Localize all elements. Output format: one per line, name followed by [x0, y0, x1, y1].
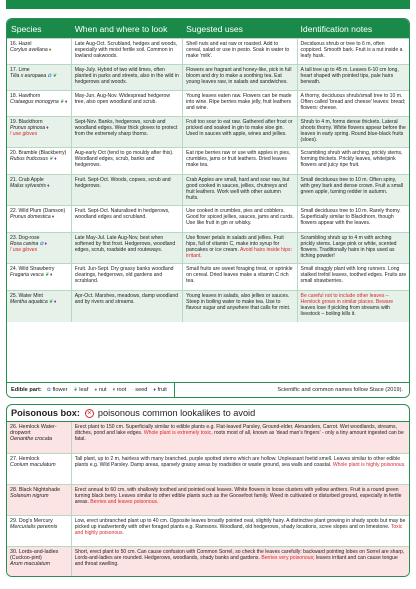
species-latin: Rosa canina✿♦: [10, 240, 48, 247]
species-latin: Rubus fruticosus❦♦: [10, 155, 57, 162]
poison-species-name: 28. Black Nightshade: [10, 486, 61, 493]
legend-divider: [174, 383, 175, 398]
species-cell: [7, 65, 71, 90]
table-row: [7, 263, 409, 290]
poison-description-cell: Erect plant to 150 cm. Superficially similar to edible plants e.g. Flat-leaved Parsley, Ground-elder, Alexanders, Carrot. Wet woodlands, streams, ditches, pond and lake edges. Whole plant is extremely toxic, roots most of all, known as 'dead man's fingers' - only a tiny amount ingested can be fatal.: [71, 422, 409, 453]
species-cell: [7, 39, 71, 64]
uses-cell: Use cooked in crumbles, pies and cobblers. Good for spiced jellies, sauces, jams and curds. Use like fruit in gin or whisky.: [182, 206, 296, 232]
poison-species-latin: Conium maculatum: [10, 461, 56, 468]
header-identification: Identification notes: [300, 23, 373, 34]
species-latin: Malus sylvestris♦: [10, 182, 50, 189]
uses-cell: Eat ripe berries raw or use with apples in pies, crumbles, jams or fruit leathers. Dried leaves make tea.: [182, 148, 296, 174]
seed-icon: ∙: [132, 387, 134, 393]
when-where-cell: Fruit. Sept-Oct. Naturalised in hedgerows, woodland edges and scrubland.: [71, 206, 182, 232]
poison-species-cell: [7, 516, 71, 546]
table-row: [7, 232, 409, 263]
poisonous-list: [7, 422, 409, 577]
table-row: [7, 147, 409, 174]
species-name: 19. Blackthorn: [10, 118, 43, 125]
fruit-icon: ♦: [46, 124, 49, 131]
poison-row: [7, 453, 409, 484]
uses-cell: Young leaves eaten raw. Flowers can be made into wine. Ripe berries make jelly, fruit leathers and wine.: [182, 91, 296, 116]
species-cell: [7, 175, 71, 205]
table-row: [7, 64, 409, 90]
uses-cell: Flowers are fragrant and honey-like, pick in full bloom and dry to make a soothing tea. Eat young leaves raw, in salads and sandwiches.: [182, 65, 296, 90]
when-where-cell: Fruit. Sept-Oct. Woods, copses, scrub and hedgerows.: [71, 175, 182, 205]
fruit-icon: ♦: [64, 98, 68, 105]
poison-species-name: 29. Dog's Mercury: [10, 517, 53, 524]
species-latin: Prunus domestica♦: [10, 213, 55, 220]
legend-title: Edible part:: [11, 387, 42, 393]
legend-scientific-note: Scientific and common names follow Stace (2019).: [277, 387, 403, 393]
poison-warning: Toxic and highly poisonous.: [74, 523, 403, 536]
edible-plants-table: [6, 18, 410, 398]
species-name: 21. Crab Apple: [10, 176, 44, 183]
top-accent-bar: [6, 0, 410, 9]
root-icon: ▾: [112, 387, 116, 393]
species-cell: [7, 206, 71, 232]
poison-species-latin: Mercurialis perennis: [10, 523, 58, 530]
table-body: [7, 38, 409, 322]
legend-item-root: ▾ root: [112, 387, 127, 393]
table-row: [7, 38, 409, 64]
table-row: [7, 174, 409, 205]
table-header: [7, 19, 409, 38]
species-name: 22. Wild Plum (Damson): [10, 207, 66, 214]
fruit-icon: ♦: [53, 298, 57, 305]
table-row: [7, 90, 409, 116]
table-row: [7, 116, 409, 147]
flower-icon: ✿: [39, 240, 44, 247]
when-where-cell: Late May-Jul. Late Aug-Nov, best when softened by first frost. Hedgerows, woodland edges, scrub, roadside and routeways.: [71, 233, 182, 263]
identification-cell: Be careful not to include other leaves – Hemlock grows in similar places. Beware leaves lose if pickling from streams with livestock – boiling kills it.: [297, 291, 409, 322]
uses-cell: Fruit too sour to eat raw. Gathered after frost or pricked and soaked in gin to make sloe gin. Used in sauces with apple, wines and jellies.: [182, 117, 296, 147]
species-name: 25. Water Mint: [10, 292, 43, 299]
species-name: 18. Hawthorn: [10, 92, 41, 99]
id-warning: Be careful not to include other leaves – Hemlock grows in similar places.: [300, 292, 389, 305]
when-where-cell: Apr-Oct. Marshes, meadows, damp woodland and by rivers and streams.: [71, 291, 182, 322]
identification-cell: Deciduous shrub or tree to 6 m, often coppiced. Smooth bark. Fruit is a nut inside a leafy husk.: [297, 39, 409, 64]
uses-cell: Crab Apples are small, hard and sour raw, but good cooked in sauces, jellies, chutneys and fruit leathers. Work well with other autumn fruits.: [182, 175, 296, 205]
poison-row: [7, 422, 409, 453]
fruit-icon: ♦: [153, 387, 156, 393]
identification-cell: Shrub to 4 m, forms dense thickets. Lateral shoots thorny. White flowers appear before the leaves in early spring. Round blue-black fruits (sloes).: [297, 117, 409, 147]
uses-cell: Shell nuts and eat raw or roasted. Add to cereal, salad or use in pesto. Soak in water to make 'milk'.: [182, 39, 296, 64]
poison-row: [7, 546, 409, 577]
fruit-icon: ♦: [46, 182, 50, 189]
uses-warning: Avoid hairs inside hips: irritant.: [186, 246, 292, 259]
legend-item-fruit: ♦ fruit: [153, 387, 167, 393]
uses-cell: Small fruits are sweet foraging treat, or sprinkle on cereal. Dried leaves make a vitamin C rich tea.: [182, 264, 296, 290]
species-name: 17. Lime: [10, 66, 30, 73]
fruit-icon: ♦: [54, 155, 57, 162]
identification-cell: Small deciduous tree to 10 m. Often spiny, with grey bark and dense crown. Fruit a small green apple, turning redder in autumn.: [297, 175, 409, 205]
when-where-cell: Aug-early Oct (tend to go mouldy after this). Woodland edges, scrub, banks and hedgerows.: [71, 148, 182, 174]
table-row: [7, 290, 409, 322]
poison-row: [7, 484, 409, 515]
poison-species-cell: [7, 485, 71, 515]
species-cell: [7, 264, 71, 290]
flower-icon: ✿: [47, 72, 52, 79]
species-cell: [7, 91, 71, 116]
poison-description-cell: Low, erect unbranched plant up to 40 cm. Opposite leaves broadly pointed oval, slightly hairy. A distinctive plant growing in shady spots but may be picked up inadvertently with other foraged plants e.g. Ramsons. Woodland, old hedgerows, shady locations, scree slopes and on limestone. Toxic and highly poisonous.: [71, 516, 409, 546]
identification-cell: A tall tree up to 45 m. Leaves 6-10 cm long, heart shaped with pointed tips, pale hairs beneath.: [297, 65, 409, 90]
legend: [7, 382, 409, 397]
species-latin: Mentha aquatica❦♦: [10, 298, 57, 305]
table-row: [7, 205, 409, 232]
leaf-icon: ❦: [44, 271, 49, 278]
poison-description-cell: Erect annual to 60 cm, with shallowly toothed and pointed oval leaves. White flowers in loose clusters with yellow anthers. Fruit is a round green turning black berry. Leaves similar to other edible plants such as the Goosefoot family. Weed in cultivated or disturbed ground, especially in fertile areas. Berries and leaves poisonous.: [71, 485, 409, 515]
identification-cell: Small straggly plant with long runners. Long stalked trefoil leaves, toothed edges. Fruits are small strawberries.: [297, 264, 409, 290]
poisonous-box-title: Poisonous box:: [11, 408, 80, 418]
identification-cell: Scrambling shrub up to 4 m with arching prickly stems. Large pink or white, scented flowers. Traditionally hairs in hips used as itching powder!: [297, 233, 409, 263]
warning-x-icon: ×: [85, 409, 94, 418]
species-name: 23. Dog-rose: [10, 234, 40, 241]
leaf-icon: ❦: [52, 72, 57, 79]
poison-row: [7, 515, 409, 546]
poison-species-name: 26. Hemlock Water-dropwort: [10, 423, 57, 436]
fruit-icon: ♦: [49, 271, 53, 278]
poisonous-box-header: [7, 405, 409, 422]
when-where-cell: Fruit. Jun-Sept. Dry grassy banks woodland clearings, hedgerows, old gardens and scrubland.: [71, 264, 182, 290]
legend-item-seed: ∙ seed: [132, 387, 148, 393]
species-cell: [7, 117, 71, 147]
poison-warning: Whole plant is highly poisonous.: [332, 461, 406, 468]
identification-cell: A thorny, deciduous shrub/small tree to 10 m. Often called 'bread and cheese' leaves: bread; flowers: cheese.: [297, 91, 409, 116]
identification-cell: Scrambling shrub with arching, prickly stems, forming thickets. Prickly leaves, white/pink flowers and juicy ripe fruit.: [297, 148, 409, 174]
species-latin: Crataegus monogyna❦♦: [10, 98, 68, 105]
uses-cell: Young leaves in salads, also jellies or sauces. Steep in boiling water to make tea. Use to flavour sugar and anywhere that calls for mint.: [182, 291, 296, 322]
poisonous-box-subtitle: poisonous common lookalikes to avoid: [97, 408, 256, 418]
glove-warning: ! use gloves: [10, 130, 38, 137]
when-where-cell: May-July. Hybrid of two wild limes, often planted in parks and streets, also in the wild in hedgerows and woods.: [71, 65, 182, 90]
identification-cell: Small deciduous tree to 10 m. Rarely thorny. Superficially similar to Blackthorn, though flowers appear with the leaves.: [297, 206, 409, 232]
leaf-icon: ❦: [73, 387, 78, 393]
poison-species-name: 27. Hemlock: [10, 455, 40, 462]
header-species: Species: [11, 23, 42, 34]
id-warning-beware: Beware: [375, 298, 394, 305]
poison-species-latin: Oenanthe crocata: [10, 435, 53, 442]
species-latin: Fragaria vesca❦♦: [10, 271, 53, 278]
fruit-icon: ♦: [51, 213, 55, 220]
leaf-icon: ❦: [59, 98, 64, 105]
poison-species-cell: [7, 454, 71, 484]
leaf-icon: ❦: [48, 298, 53, 305]
header-uses: Sugested uses: [186, 23, 243, 34]
species-latin: Prunus spinosa♦: [10, 124, 49, 131]
species-cell: [7, 291, 71, 322]
species-cell: [7, 233, 71, 263]
nut-icon: ●: [94, 387, 98, 393]
when-where-cell: May-Jun. Aug-Nov. Widespread hedgerow tree, also open woodland and scrub.: [71, 91, 182, 116]
flower-icon: ✿: [46, 387, 51, 393]
poison-species-name: 30. Lords-and-ladies (Cuckoo-pint): [10, 548, 59, 561]
when-where-cell: Sept-Nov. Banks, hedgerows, scrub and woodland edges. Wear thick gloves to protect from the extremely sharp thorns.: [71, 117, 182, 147]
species-name: 16. Hazel: [10, 40, 32, 47]
poison-description-cell: Tall plant, up to 2 m, hairless with many branched, purple spotted stems which are hollow. Unpleasant foetid smell. Leaves similar to other edible plants e.g. Wild Parsley. Damp areas, sparsely grassy areas by roadsides or waste ground, sea walls and coastal. Whole plant is highly poisonous.: [71, 454, 409, 484]
legend-item-leaf: ❦ leaf: [73, 387, 89, 393]
poison-description-cell: Short, erect plant to 50 cm. Can cause confusion with Common Sorrel, so check the leaves carefully: backward pointing lobes on Sorrel are sharp, Lords-and-ladies are rounded. Hedgerows, woodlands, shady banks and gardens. Berries very poisonous; leaves irritant and can cause tongue and throat swelling.: [71, 547, 409, 577]
poisonous-box: [6, 404, 410, 577]
legend-item-flower: ✿ flower: [46, 387, 68, 393]
legend-items: [46, 387, 172, 393]
species-name: 24. Wild Strawberry: [10, 265, 55, 272]
nut-icon: ●: [48, 46, 52, 53]
species-cell: [7, 148, 71, 174]
poison-warning: Berries and leaves poisonous.: [90, 498, 159, 505]
poison-species-latin: Solanum nigrum: [10, 492, 49, 499]
species-name: 20. Bramble (Blackberry): [10, 149, 67, 156]
legend-item-nut: ● nut: [94, 387, 107, 393]
poison-warning: Whole plant is extremely toxic,: [143, 429, 213, 436]
species-latin: Corylus avellana●: [10, 46, 52, 53]
species-latin: Tilia x europaea✿❦: [10, 72, 57, 79]
when-where-cell: Late Aug-Oct. Scrubland, hedges and woods, especially with moist fertile soil. Common in lowland oakwoods.: [71, 39, 182, 64]
poison-species-latin: Arum maculatum: [10, 560, 51, 567]
glove-warning: ! use gloves: [10, 246, 38, 253]
header-when-where: When and where to look: [74, 23, 168, 34]
leaf-icon: ❦: [48, 155, 54, 162]
poison-species-cell: [7, 422, 71, 453]
poison-warning: Berries very poisonous;: [261, 554, 315, 561]
poison-species-cell: [7, 547, 71, 577]
uses-cell: Use flower petals in salads and jellies. Fruit hips, full of vitamin C, make into syrup for pancakes or ice cream. Avoid hairs inside hips: irritant.: [182, 233, 296, 263]
fruit-icon: ♦: [44, 240, 48, 247]
